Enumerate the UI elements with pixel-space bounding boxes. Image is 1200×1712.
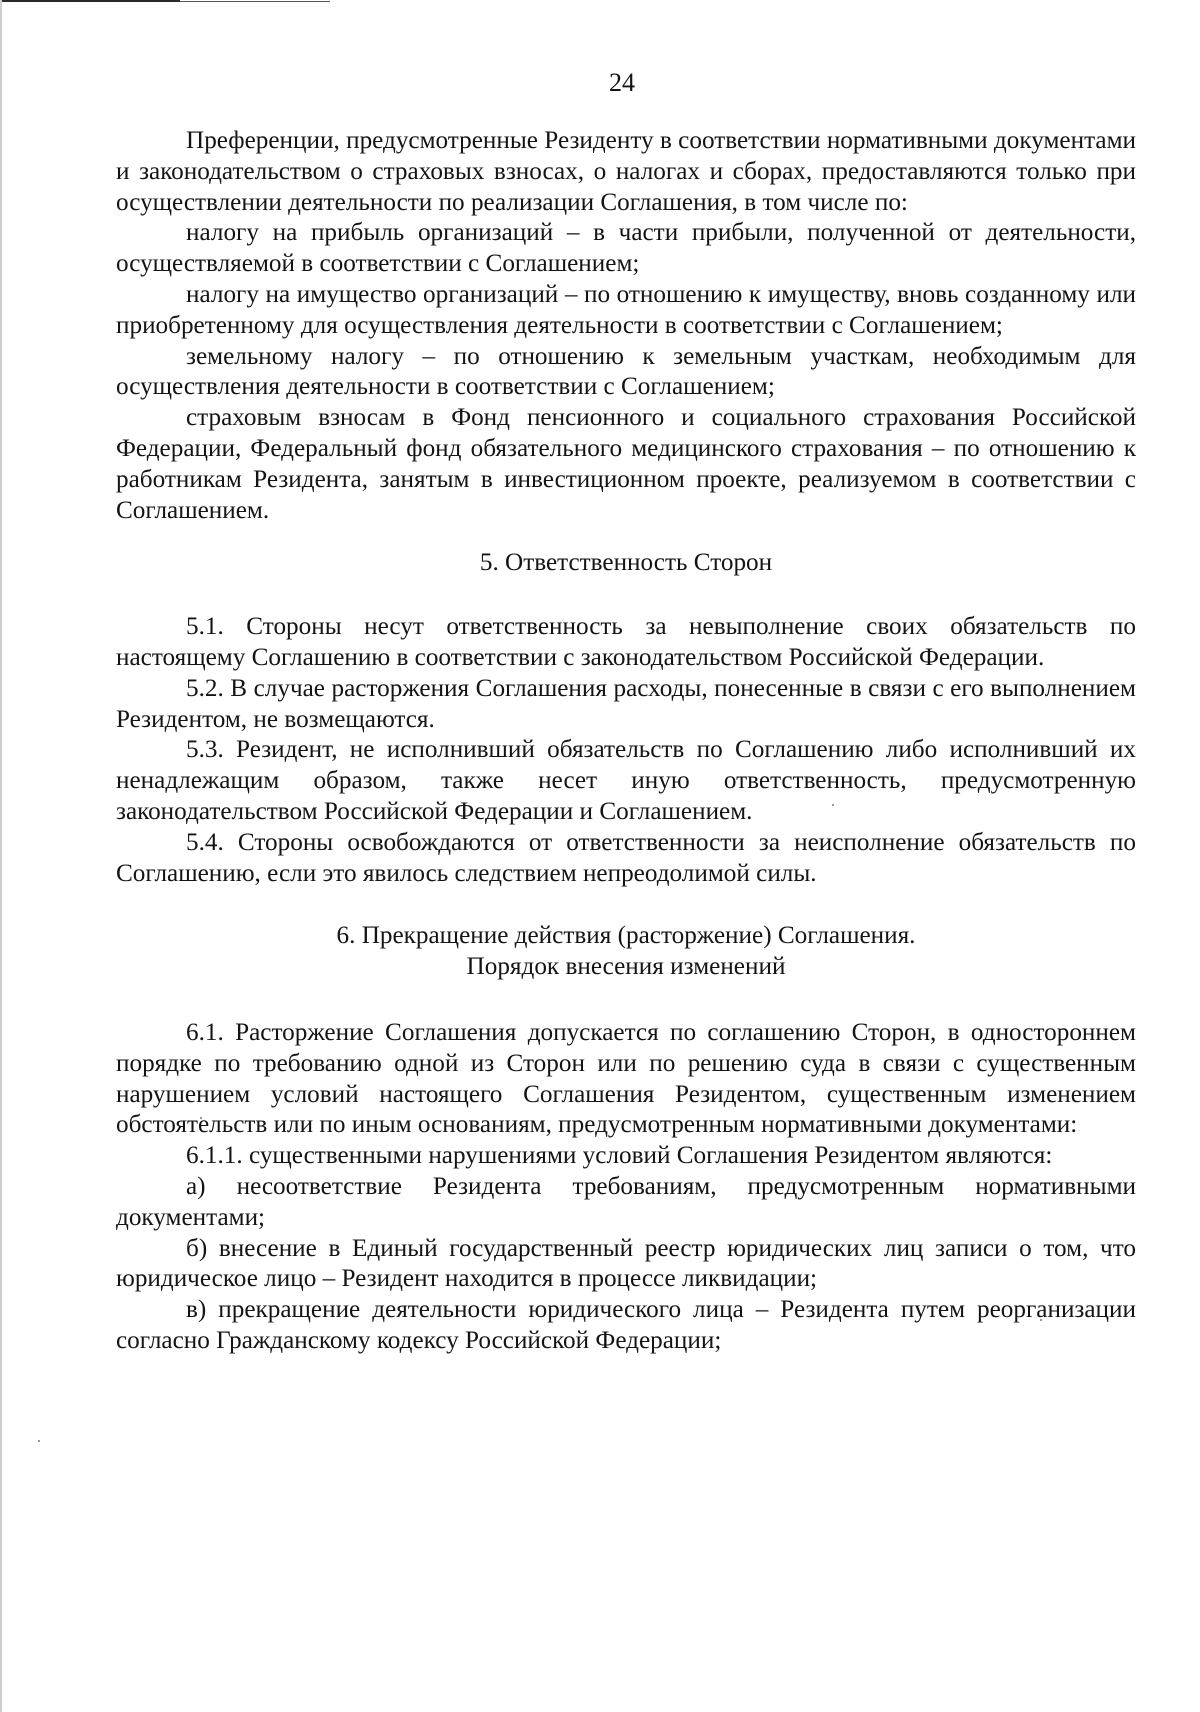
paragraph-6-1: 6.1. Расторжение Соглашения допускается по соглашению Сторон, в одностороннем порядке по требованию одной из Сторон или по решению суда в связи с существенным нарушением условий настоящего Соглашения Резидентом, существенным изменением обстоятельств или по иным основаниям, предусмотренным нормативными документами: bbox=[116, 1018, 1136, 1139]
section-heading-5-line-1: 5. Ответственность Сторон bbox=[479, 549, 773, 577]
section-heading-6-line-1: 6. Прекращение действия (расторжение) Соглашения. bbox=[336, 922, 916, 950]
paragraph-5-3: 5.3. Резидент, не исполнивший обязательств по Соглашению либо исполнивший их ненадлежащим образом, также несет иную ответственность, предусмотренную законодательством Российской Федерации и Соглашением. bbox=[116, 736, 1136, 825]
paragraph-5-4: 5.4. Стороны освобождаются от ответственности за неисполнение обязательств по Соглашению, если это явилось следствием непреодолимой силы. bbox=[116, 828, 1136, 887]
paragraph-5-2: 5.2. В случае расторжения Соглашения расходы, понесенные в связи с его выполнением Резидентом, не возмещаются. bbox=[116, 674, 1136, 733]
paragraph-insurance-contributions: страховым взносам в Фонд пенсионного и социального страхования Российской Федерации, Федеральный фонд обязательного медицинского страхования – по отношению к работникам Резидента, занятым в инвестиционном проекте, реализуемом в соответствии с Соглашением. bbox=[116, 404, 1136, 524]
paragraph-5-1: 5.1. Стороны несут ответственность за невыполнение своих обязательств по настоящему Соглашению в соответствии с законодательством Российской Федерации. bbox=[116, 613, 1136, 671]
paragraph-land-tax: земельному налогу – по отношению к земельным участкам, необходимым для осуществления деятельности в соответствии с Соглашением; bbox=[116, 342, 1136, 401]
scan-edge-top bbox=[0, 0, 180, 2]
paragraph-preferences: Преференции, предусмотренные Резиденту в соответствии нормативными документами и законодательством о страховых взносах, о налогах и сборах, предоставляются только при осуществлении деятельности по реализации Соглашения, в том числе по: bbox=[116, 127, 1136, 216]
paragraph-6-1-1-a: а) несоответствие Резидента требованиям, предусмотренным нормативными документами; bbox=[116, 1172, 1136, 1231]
section-heading-6-line-2: Порядок внесения изменений bbox=[466, 953, 786, 981]
section-heading-5 bbox=[116, 548, 1136, 579]
paragraph-profit-tax: налогу на прибыль организаций – в части прибыли, полученной от деятельности, осуществляемой в соответствии с Соглашением; bbox=[116, 219, 1136, 278]
paragraph-property-tax: налогу на имущество организаций – по отношению к имуществу, вновь созданному или приобретенному для осуществления деятельности в соответствии с Соглашением; bbox=[116, 280, 1136, 339]
paragraph-6-1-1-v: в) прекращение деятельности юридического лица – Резидента путем реорганизации согласно Гражданскому кодексу Российской Федерации; bbox=[116, 1296, 1136, 1354]
page-number: 24 bbox=[609, 68, 635, 97]
scan-edge-top-faint bbox=[180, 1, 330, 2]
paragraph-6-1-1: 6.1.1. существенными нарушениями условий Соглашения Резидентом являются: bbox=[186, 1142, 1053, 1170]
scan-speck bbox=[38, 1440, 40, 1442]
scan-edge-left bbox=[0, 0, 2, 1712]
section-heading-6 bbox=[116, 921, 1136, 983]
document-body bbox=[116, 126, 1136, 1357]
paragraph-6-1-1-b: б) внесение в Единый государственный реестр юридических лиц записи о том, что юридическое лицо – Резидент находится в процессе ликвидации; bbox=[116, 1234, 1136, 1293]
